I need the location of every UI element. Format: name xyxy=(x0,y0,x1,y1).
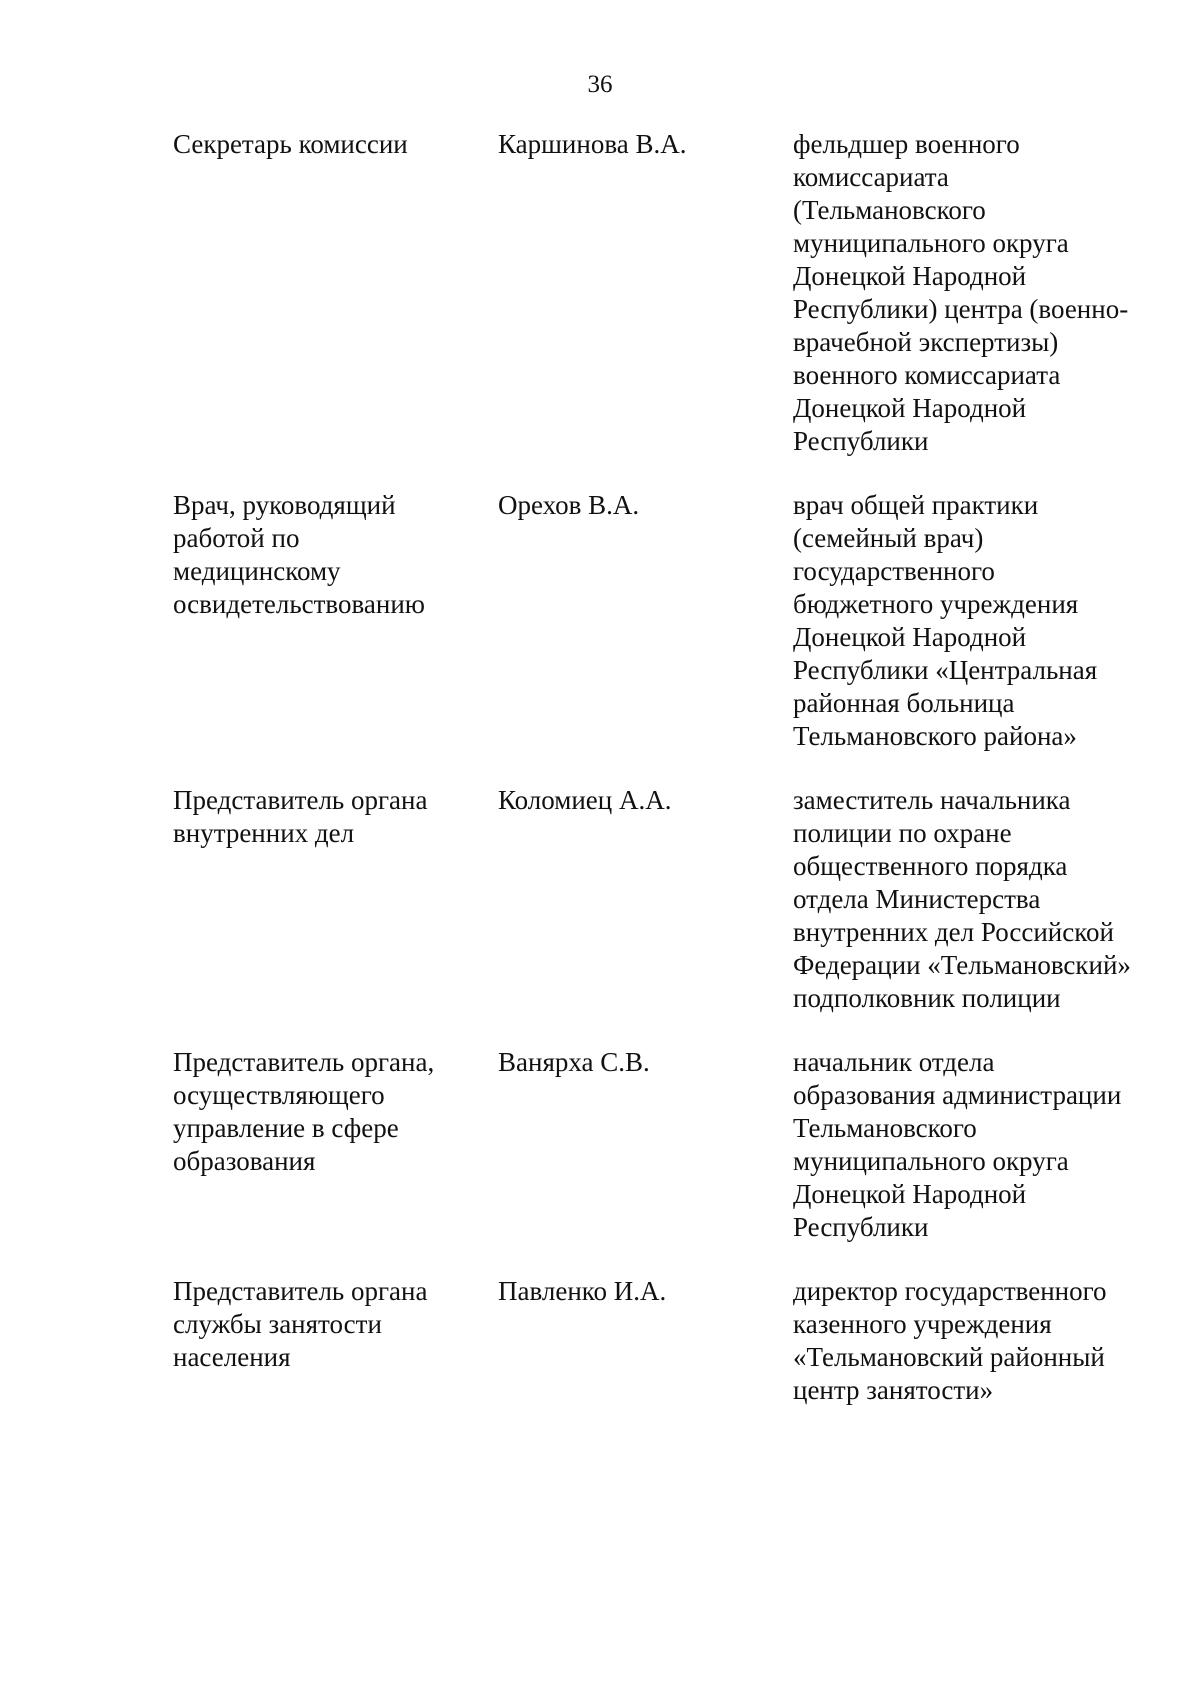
member-role: Врач, руководящий работой по медицинскому освидетельствованию xyxy=(173,490,425,619)
member-row-internal-affairs xyxy=(173,784,1163,1015)
member-position: заместитель начальника полиции по охране общественного порядка отдела Министерства внутренних дел Российской Федерации «Тельмановский» подполковник полиции xyxy=(793,785,1131,1013)
member-position: директор государственного казенного учреждения «Тельмановский районный центр занятости» xyxy=(793,1276,1107,1405)
member-position: врач общей практики (семейный врач) государственного бюджетного учреждения Донецкой Народной Республики «Центральная районная больница Тельмановского района» xyxy=(793,490,1098,751)
member-row-employment xyxy=(173,1275,1163,1407)
member-name: Орехов В.А. xyxy=(498,490,640,520)
member-position: фельдшер военного комиссариата (Тельмановского муниципального округа Донецкой Народной Республики) центра (военно- врачебной экспертизы) военного комиссариата Донецкой Народной Республики xyxy=(793,129,1129,456)
member-row-education xyxy=(173,1046,1163,1244)
member-name: Каршинова В.А. xyxy=(498,129,687,159)
member-role: Представитель органа внутренних дел xyxy=(173,785,428,848)
member-name: Ванярха С.В. xyxy=(498,1047,650,1077)
member-name: Павленко И.А. xyxy=(498,1276,667,1306)
commission-members-list xyxy=(173,128,1163,1438)
page-number: 36 xyxy=(587,71,613,98)
member-name: Коломиец А.А. xyxy=(498,785,672,815)
member-row-doctor xyxy=(173,489,1163,753)
member-row-secretary xyxy=(173,128,1163,458)
member-role: Секретарь комиссии xyxy=(173,129,408,159)
member-position: начальник отдела образования администрации Тельмановского муниципального округа Донецкой Народной Республики xyxy=(793,1047,1122,1242)
member-role: Представитель органа, осуществляющего управление в сфере образования xyxy=(173,1047,435,1176)
member-role: Представитель органа службы занятости населения xyxy=(173,1276,428,1372)
